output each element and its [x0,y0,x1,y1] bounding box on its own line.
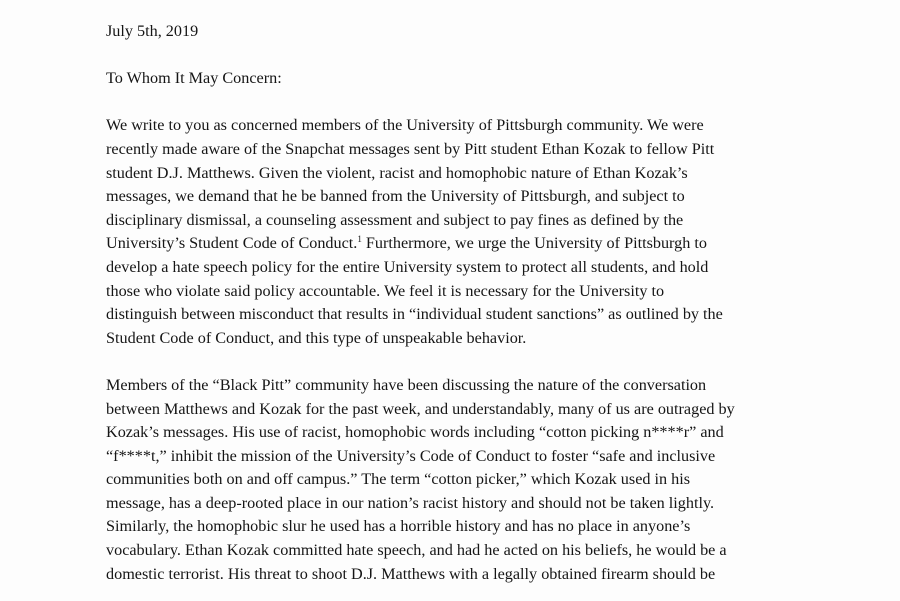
paragraph-2-line: Members of the “Black Pitt” community have been discussing the nature of the conversation [106,375,707,394]
paragraph-1-line: student D.J. Matthews. Given the violent, racist and homophobic nature of Ethan Kozak’s [106,163,688,182]
paragraph-1-line: those who violate said policy accountable. We feel it is necessary for the University to [106,281,665,300]
paragraph-1-line: messages, we demand that he be banned from the University of Pittsburgh, and subject to [106,187,685,206]
letter-date: July 5th, 2019 [106,22,199,40]
letter-body [106,20,806,601]
paragraph-1 [106,114,806,350]
paragraph-1-line: We write to you as concerned members of the University of Pittsburgh community. We were [106,116,704,135]
paragraph-1-line: Student Code of Conduct, and this type of unspeakable behavior. [106,328,527,347]
paragraph-2-line: domestic terrorist. His threat to shoot D.J. Matthews with a legally obtained firearm should be [106,564,716,583]
footnote-marker: 1 [357,234,362,245]
paragraph-1-line: disciplinary dismissal, a counseling assessment and subject to pay fines as defined by the [106,210,684,229]
line-text: Furthermore, we urge the University of Pittsburgh to [361,234,707,253]
paragraph-2-line: vocabulary. Ethan Kozak committed hate speech, and had he acted on his beliefs, he would be a [106,541,727,560]
paragraph-2-line: Similarly, the homophobic slur he used has a horrible history and has no place in anyone’s [106,517,691,536]
paragraph-2-line: between Matthews and Kozak for the past week, and understandably, many of us are outraged by [106,399,735,418]
paragraph-2-line: communities both on and off campus.” The term “cotton picker,” which Kozak used in his [106,470,691,489]
paragraph-1-line-with-footnote [106,232,806,256]
line-text: University’s Student Code of Conduct. [106,234,358,253]
paragraph-1-line: recently made aware of the Snapchat messages sent by Pitt student Ethan Kozak to fellow Pitt [106,139,715,158]
paragraph-1-line: develop a hate speech policy for the entire University system to protect all students, and hold [106,257,709,276]
paragraph-2-line: “f****t,” inhibit the mission of the University’s Code of Conduct to foster “safe and inclusive [106,446,716,465]
paragraph-2-line: message, has a deep-rooted place in our nation’s racist history and should not be taken lightly. [106,493,715,512]
paragraph-2-line: Kozak’s messages. His use of racist, homophobic words including “cotton picking n****r” and [106,423,724,442]
paragraph-1-line: distinguish between misconduct that results in “individual student sanctions” as outlined by the [106,305,723,324]
letter-salutation: To Whom It May Concern: [106,69,282,88]
paragraph-2 [106,374,806,586]
